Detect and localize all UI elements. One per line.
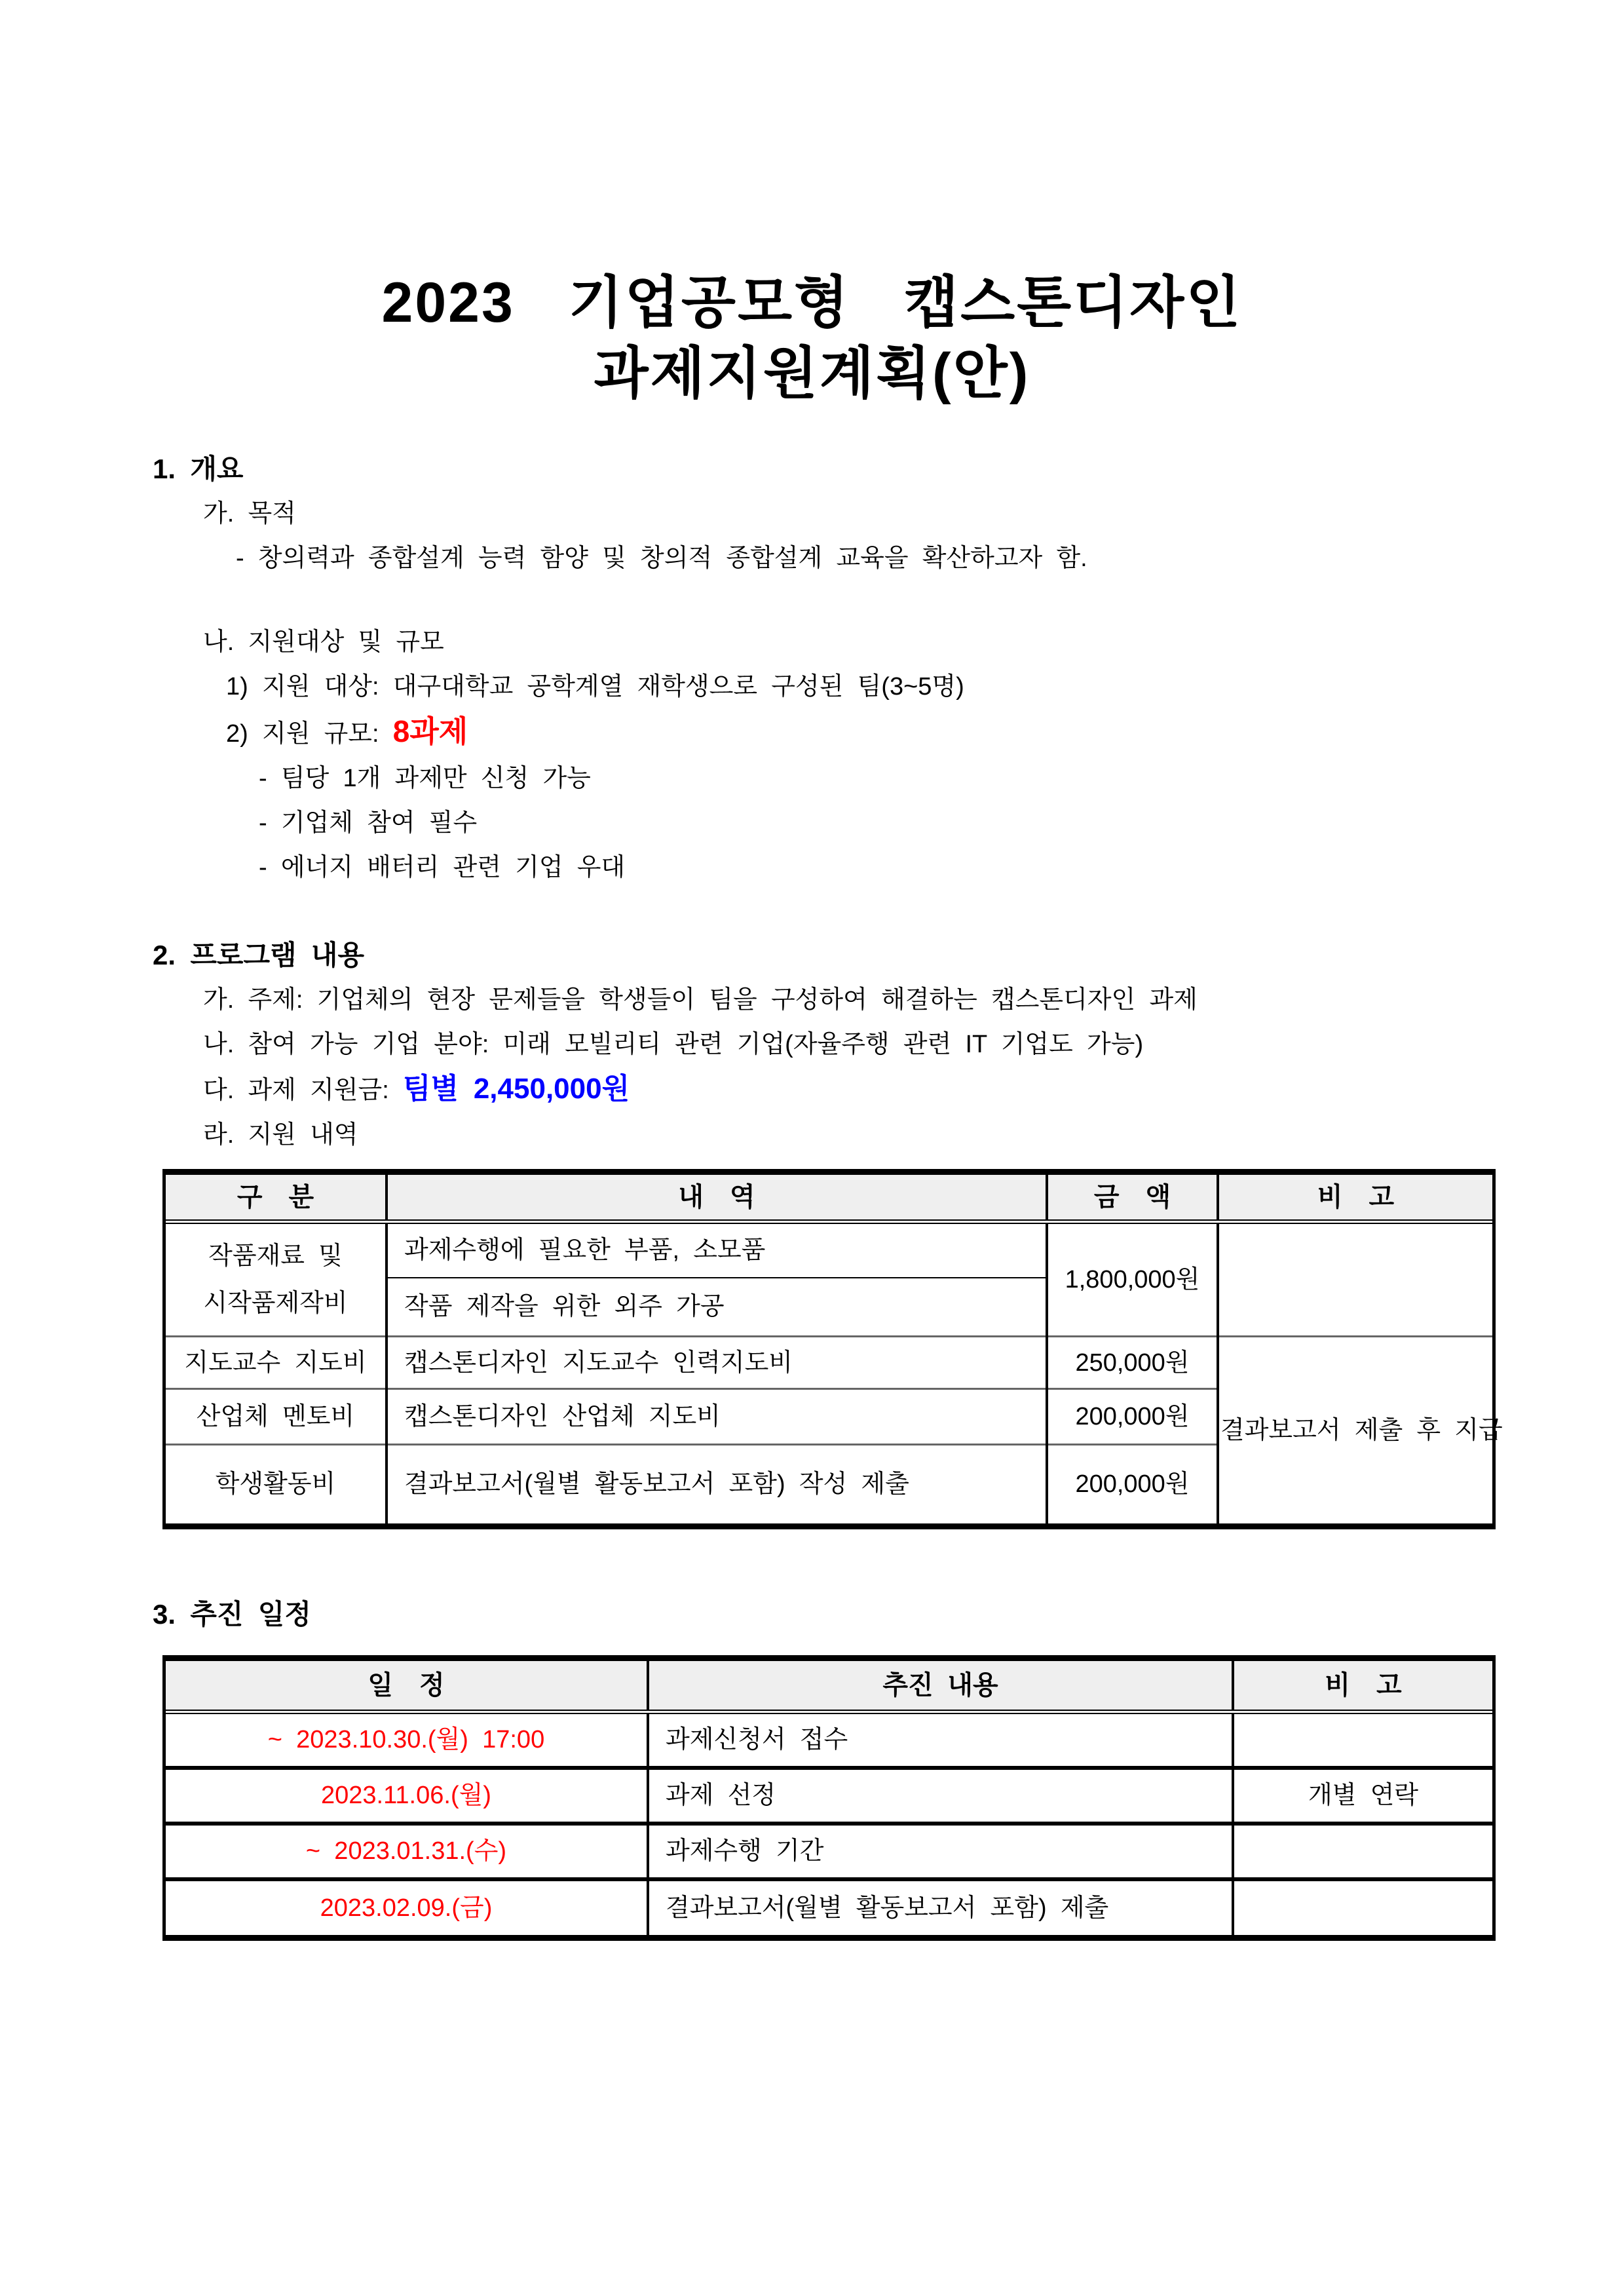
- cell-detail-student: 결과보고서(월별 활동보고서 포함) 작성 제출: [387, 1445, 1047, 1523]
- cell-date-report: 2023.02.09.(금): [166, 1879, 648, 1935]
- section1-item-na-2: [153, 709, 1496, 756]
- cell-content-selection: 과제 선정: [648, 1768, 1233, 1824]
- section1-item-na-2-sub1: - 팀당 1개 과제만 신청 가능: [259, 765, 591, 792]
- section2-item-ga: 가. 주제: 기업체의 현장 문제들을 학생들이 팀을 구성하여 해결하는 캡스톤디자인 과제: [203, 986, 1198, 1014]
- column-header-note: 비 고: [1218, 1175, 1492, 1222]
- column-header-amount: 금 액: [1047, 1175, 1218, 1222]
- section2-heading: 2. 프로그램 내용: [153, 940, 365, 970]
- table-row-professor: [166, 1337, 1492, 1389]
- section3-heading: 3. 추진 일정: [153, 1598, 311, 1630]
- cell-detail-mentor: 캡스톤디자인 산업체 지도비: [387, 1389, 1047, 1445]
- document-body: [0, 447, 1624, 1941]
- cell-content-report: 결과보고서(월별 활동보고서 포함) 제출: [648, 1879, 1233, 1935]
- cell-amount-student: 200,000원: [1047, 1445, 1218, 1523]
- cell-content-application: 과제신청서 접수: [648, 1712, 1233, 1768]
- column-header-detail: 내 역: [387, 1175, 1047, 1222]
- grant-amount-value: 팀별 2,450,000원: [402, 1073, 630, 1105]
- support-table-header-row: [166, 1175, 1492, 1222]
- grant-label: 다. 과제 지원금:: [203, 1077, 403, 1104]
- column-header-note2: 비 고: [1233, 1661, 1492, 1712]
- schedule-table: [162, 1655, 1496, 1941]
- section1-item-na-1: 1) 지원 대상: 대구대학교 공학계열 재학생으로 구성된 팀(3~5명): [226, 673, 964, 700]
- cell-detail-outsourcing: 작품 제작을 위한 외주 가공: [387, 1278, 1047, 1337]
- column-header-category: 구 분: [166, 1175, 387, 1222]
- support-scale-value: 8과제: [392, 714, 468, 748]
- cell-date-execution: ~ 2023.01.31.(수): [166, 1824, 648, 1879]
- support-scale-label: 2) 지원 규모:: [226, 720, 393, 748]
- table-row-materials-1: [166, 1222, 1492, 1278]
- section1-item-ga: 가. 목적: [203, 500, 296, 527]
- schedule-table-header-row: [166, 1661, 1492, 1712]
- cell-date-selection: 2023.11.06.(월): [166, 1768, 648, 1824]
- schedule-row-report: [166, 1879, 1492, 1935]
- cell-detail-parts: 과제수행에 필요한 부품, 소모품: [387, 1222, 1047, 1278]
- section1-heading: 1. 개요: [153, 453, 244, 484]
- schedule-row-execution: [166, 1824, 1492, 1879]
- column-header-schedule: 일 정: [166, 1661, 648, 1712]
- cell-note-payment-condition: 결과보고서 제출 후 지급: [1218, 1337, 1492, 1523]
- column-header-content: 추진 내용: [648, 1661, 1233, 1712]
- cell-note-selection: 개별 연락: [1233, 1768, 1492, 1824]
- cell-category-mentor: 산업체 멘토비: [166, 1389, 387, 1445]
- section1-item-na-2-sub2: - 기업체 참여 필수: [259, 809, 478, 837]
- cell-category-professor: 지도교수 지도비: [166, 1337, 387, 1389]
- document-title-line1: 2023 기업공모형 캡스톤디자인: [381, 271, 1243, 334]
- cell-category-student: 학생활동비: [166, 1445, 387, 1523]
- section1-item-na: 나. 지원대상 및 규모: [203, 628, 444, 656]
- cell-date-application: ~ 2023.10.30.(월) 17:00: [166, 1712, 648, 1768]
- support-table: [162, 1169, 1503, 1529]
- schedule-row-selection: [166, 1768, 1492, 1824]
- cell-note-execution: [1233, 1824, 1492, 1879]
- cell-note-empty: [1218, 1222, 1492, 1337]
- section1-item-na-2-sub3: - 에너지 배터리 관련 기업 우대: [259, 854, 626, 881]
- cell-note-report: [1233, 1879, 1492, 1935]
- document-title-line2: 과제지원계획(안): [594, 342, 1030, 405]
- cell-amount-mentor: 200,000원: [1047, 1389, 1218, 1445]
- schedule-row-application: [166, 1712, 1492, 1768]
- document-title: [0, 0, 1624, 409]
- cell-content-execution: 과제수행 기간: [648, 1824, 1233, 1879]
- section2-item-na: 나. 참여 가능 기업 분야: 미래 모빌리티 관련 기업(자율주행 관련 IT 기업도 가능): [203, 1031, 1144, 1058]
- cell-note-application: [1233, 1712, 1492, 1768]
- cell-category-materials: 작품재료 및 시작품제작비: [166, 1222, 387, 1337]
- cell-detail-professor: 캡스톤디자인 지도교수 인력지도비: [387, 1337, 1047, 1389]
- section1-item-ga-sub: - 창의력과 종합설계 능력 함양 및 창의적 종합설계 교육을 확산하고자 함.: [236, 545, 1087, 572]
- cell-amount-materials: 1,800,000원: [1047, 1222, 1218, 1337]
- cell-amount-professor: 250,000원: [1047, 1337, 1218, 1389]
- section2-item-da: [153, 1067, 1496, 1113]
- section2-item-ra: 라. 지원 내역: [203, 1121, 358, 1149]
